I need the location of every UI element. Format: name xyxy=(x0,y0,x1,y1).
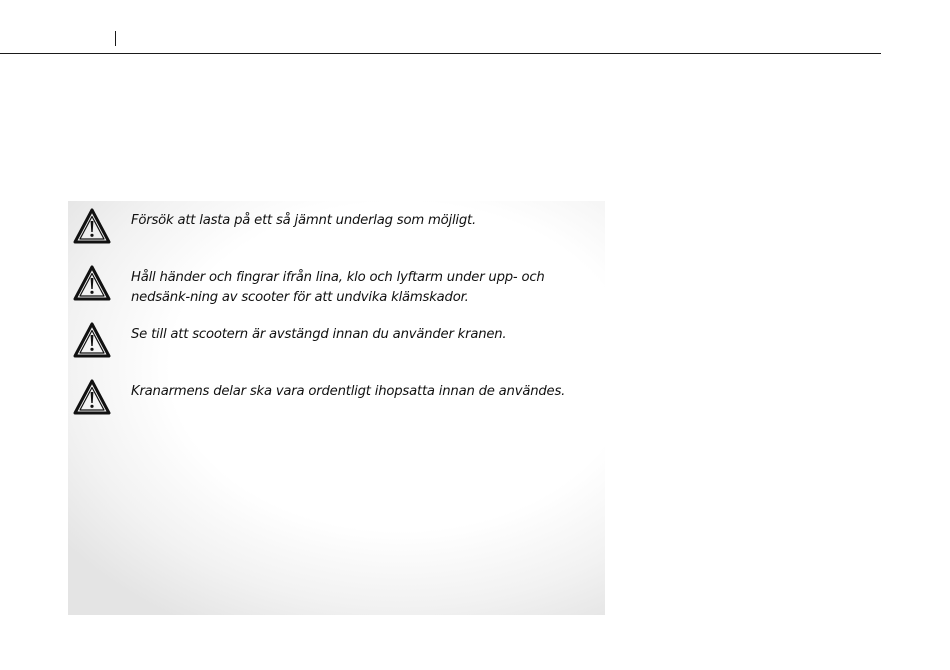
warning-triangle-icon xyxy=(72,321,112,359)
warning-text: Kranarmens delar ska vara ordentligt ihopsatta innan de användes. xyxy=(131,384,566,399)
warning-panel xyxy=(68,201,605,615)
warning-text: Försök att lasta på ett så jämnt underlag som möjligt. xyxy=(131,213,477,228)
warning-triangle-icon xyxy=(72,378,112,416)
header-rule xyxy=(0,53,881,54)
warning-text: Se till att scootern är avstängd innan du använder kranen. xyxy=(131,327,507,342)
warning-triangle-icon xyxy=(72,264,112,302)
warning-triangle-icon xyxy=(72,207,112,245)
header-tick-mark xyxy=(115,31,116,46)
warning-text: Håll händer och fingrar ifrån lina, klo och lyftarm under upp- och nedsänk-ning av scooter för att undvika klämskador. xyxy=(131,270,545,305)
